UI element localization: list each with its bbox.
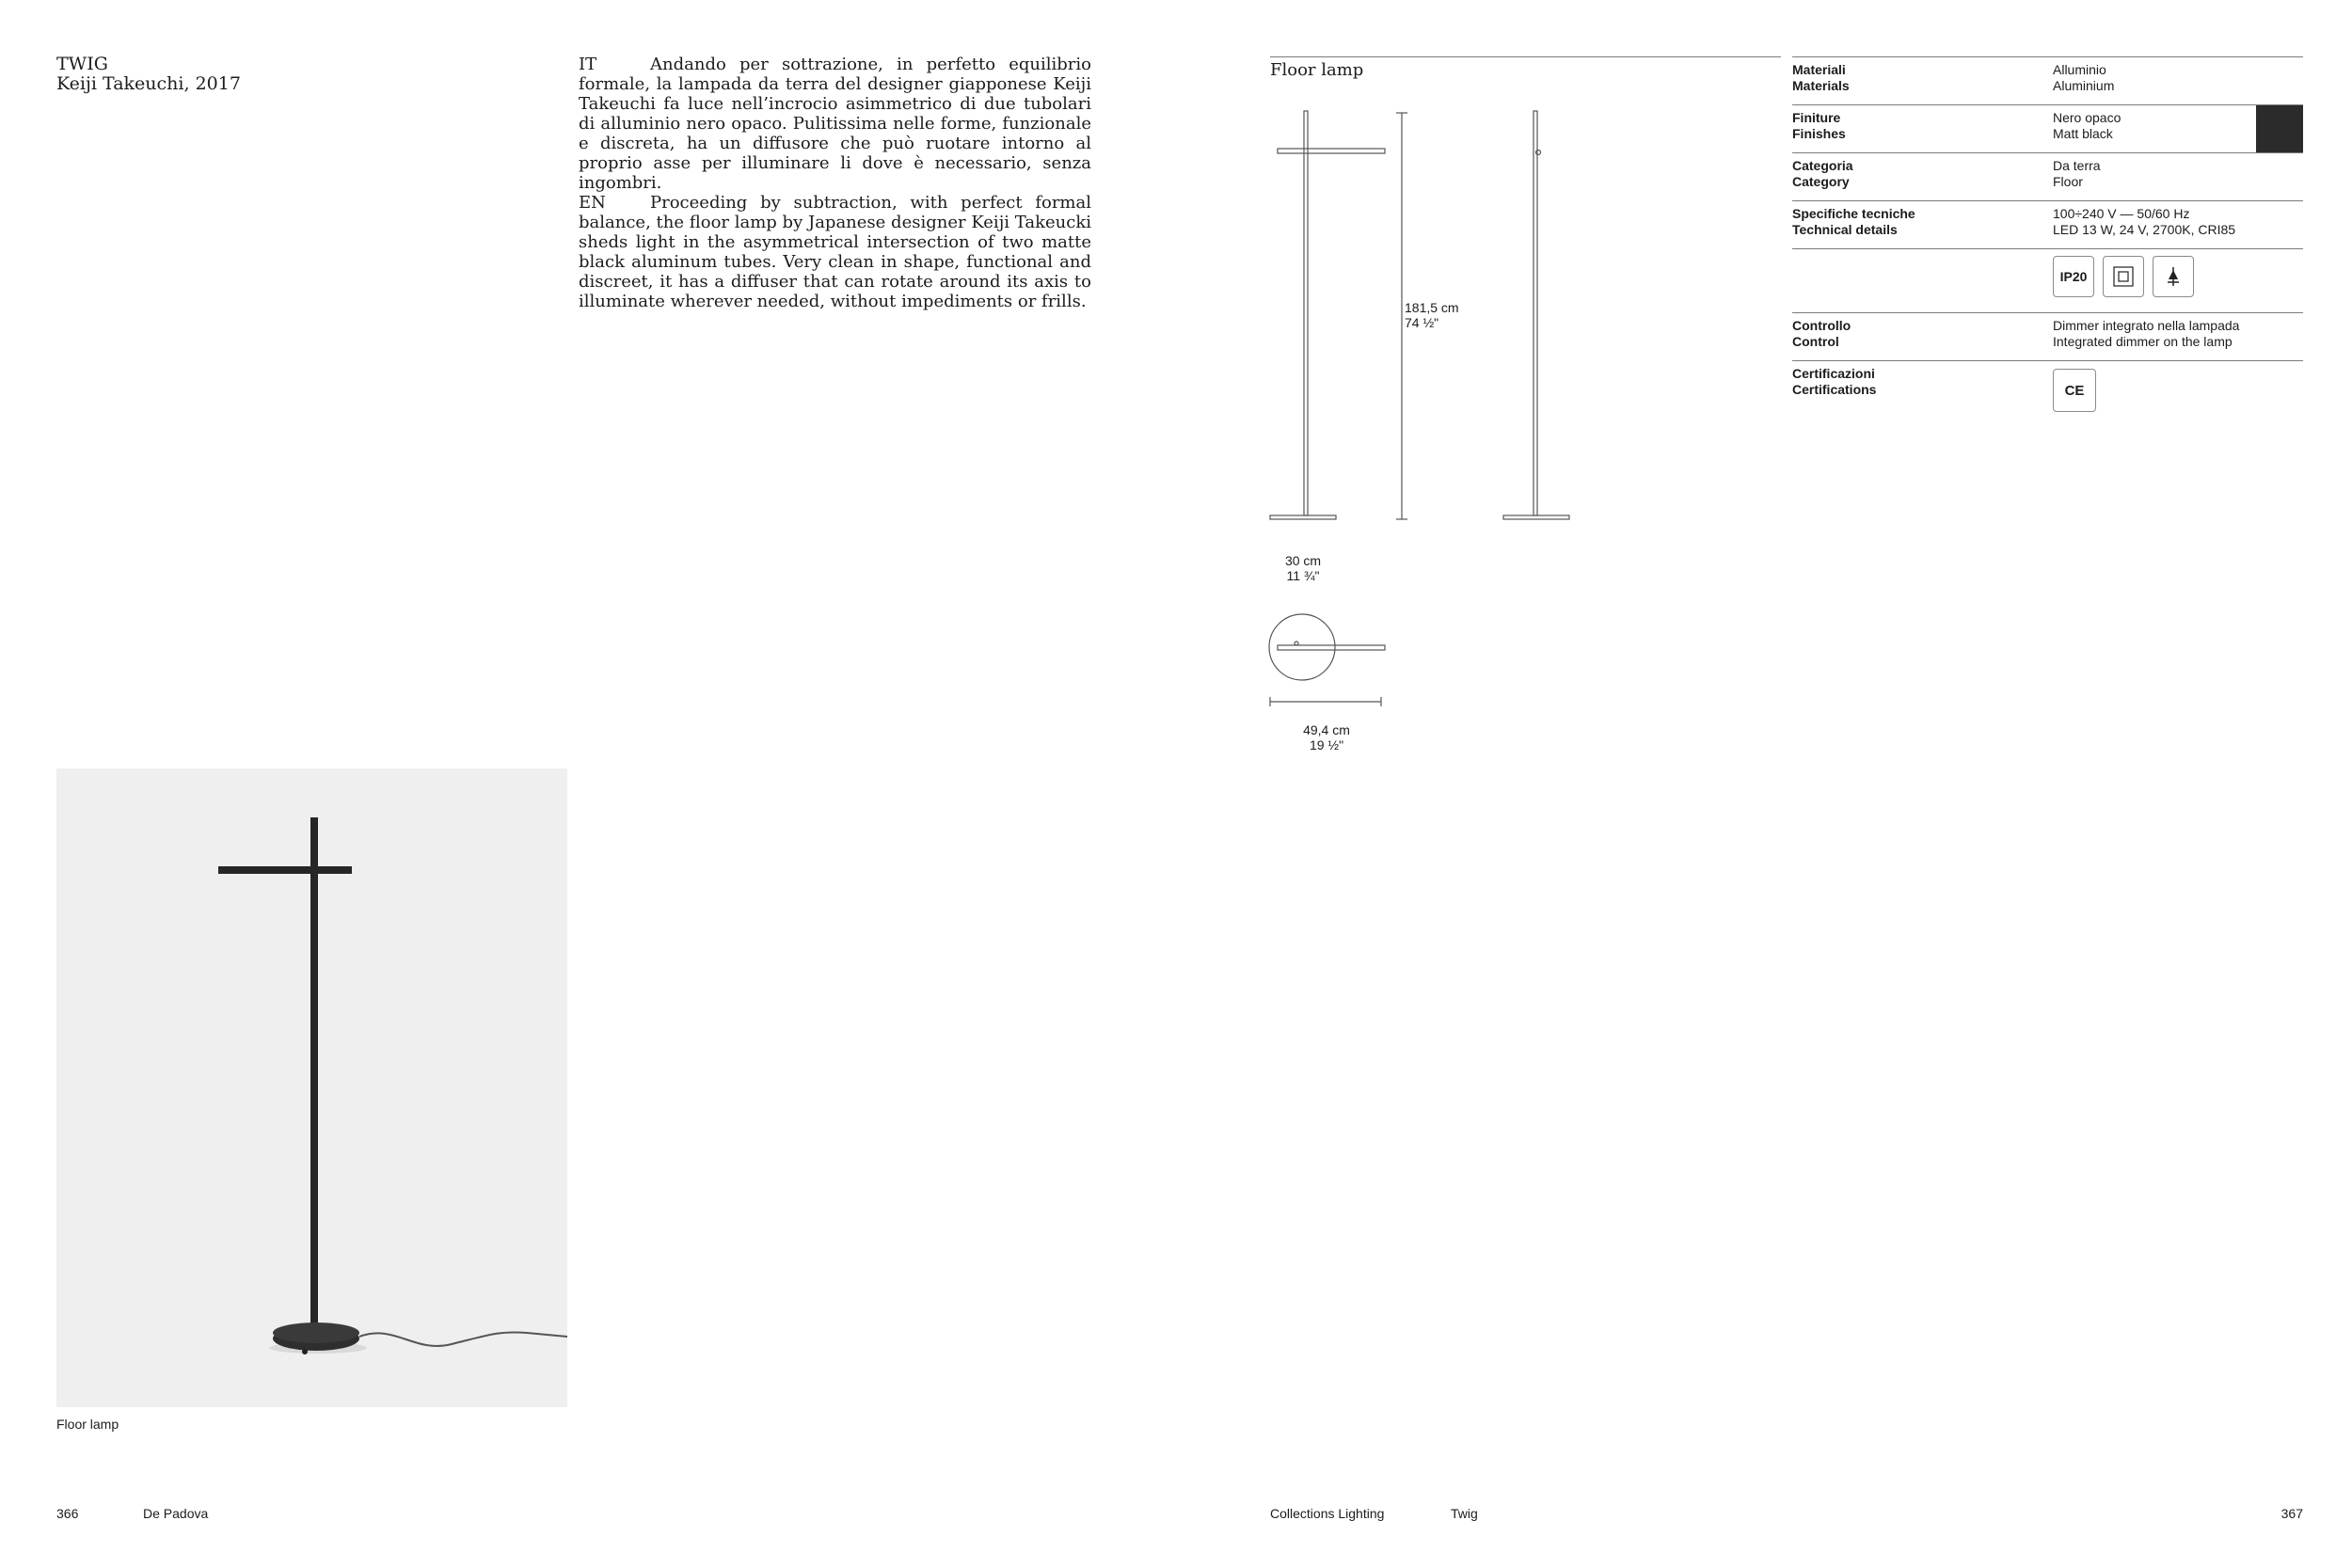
category-value-it: Da terra (2053, 158, 2101, 173)
ce-mark-icon (2053, 369, 2096, 412)
product-photo (56, 768, 567, 1407)
product-name: TWIG (56, 54, 108, 74)
spec-value-finishes (2053, 110, 2121, 142)
product-title-block (56, 55, 241, 94)
spec-row-technical (1792, 200, 2303, 248)
designer-year: Keiji Takeuchi, 2017 (56, 73, 241, 94)
technical-drawing (1261, 103, 1581, 762)
category-label-en: Category (1792, 174, 1850, 189)
description-en-text: Proceeding by subtraction, with perfect formal balance, the floor lamp by Japanese designer Keiji Takeucki sheds light in the asymmetrical intersection of two matte black aluminum tubes. Very clean in shape, functional and discreet, it has a diffuser that can rotate around its axis to illuminate wherever needed, without impediments or frills. (579, 193, 1091, 311)
lang-label-en: EN (579, 193, 606, 213)
description-it (579, 55, 1091, 193)
materials-value-it: Alluminio (2053, 62, 2106, 77)
technical-label-en: Technical details (1792, 222, 1898, 237)
spec-label-certifications (1792, 366, 1876, 398)
ce-mark: CE (2064, 382, 2085, 399)
spec-row-icons (1792, 248, 2303, 312)
technical-value-2: LED 13 W, 24 V, 2700K, CRI85 (2053, 222, 2236, 237)
description-it-text: Andando per sottrazione, in perfetto equilibrio formale, la lampada da terra del designer giapponese Keiji Takeuchi fa luce nell’incrocio asimmetrico di due tubolari di alluminio nero opaco. Pulitissima nelle forme, funzionale e discreta, ha un diffusore che può ruotare intorno al proprio asse per illuminare li dove è necessario, senza ingombri. (579, 55, 1091, 193)
spec-row-control (1792, 312, 2303, 360)
spec-value-control (2053, 318, 2239, 350)
finishes-value-en: Matt black (2053, 126, 2113, 141)
footer-brand: De Padova (143, 1506, 209, 1521)
lang-label-it: IT (579, 55, 597, 74)
finish-color-swatch (2256, 105, 2303, 152)
spec-value-materials (2053, 62, 2114, 94)
spec-value-technical (2053, 206, 2235, 238)
floor-lamp-photo (56, 768, 567, 1407)
class-ii-icon (2103, 256, 2144, 297)
ip20-icon (2053, 256, 2094, 297)
spec-row-certifications (1792, 360, 2303, 420)
width-in: 19 ½" (1309, 737, 1344, 752)
spec-table (1792, 56, 2303, 420)
width-dimension (1289, 722, 1364, 752)
description-en (579, 193, 1091, 311)
spec-label-finishes (1792, 110, 1846, 142)
spec-row-finishes (1792, 104, 2303, 152)
spec-label-technical (1792, 206, 1915, 238)
spec-label-materials (1792, 62, 1850, 94)
dimmable-icon (2153, 256, 2194, 297)
technical-label-it: Specifiche tecniche (1792, 206, 1915, 221)
materials-label-en: Materials (1792, 78, 1850, 93)
photo-caption: Floor lamp (56, 1417, 119, 1432)
footer-product: Twig (1451, 1506, 1478, 1521)
footer-section: Collections Lighting (1270, 1506, 1385, 1521)
base-in: 11 ¾" (1286, 568, 1320, 583)
drawing-top-rule (1270, 56, 1781, 57)
spec-row-category (1792, 152, 2303, 200)
materials-label-it: Materiali (1792, 62, 1846, 77)
height-dimension (1405, 300, 1459, 330)
category-label-it: Categoria (1792, 158, 1853, 173)
spec-value-category (2053, 158, 2101, 190)
certifications-label-it: Certificazioni (1792, 366, 1875, 381)
materials-value-en: Aluminium (2053, 78, 2115, 93)
technical-value-1: 100÷240 V — 50/60 Hz (2053, 206, 2190, 221)
control-label-en: Control (1792, 334, 1839, 349)
spec-label-category (1792, 158, 1853, 190)
base-dimension (1270, 553, 1336, 583)
finishes-value-it: Nero opaco (2053, 110, 2122, 125)
finishes-label-en: Finishes (1792, 126, 1846, 141)
ip-rating: IP20 (2059, 268, 2088, 284)
spec-row-materials (1792, 56, 2303, 104)
page-number-right: 367 (2280, 1506, 2303, 1521)
width-cm: 49,4 cm (1303, 722, 1350, 737)
height-in: 74 ½" (1405, 315, 1439, 330)
certifications-label-en: Certifications (1792, 382, 1877, 397)
category-value-en: Floor (2053, 174, 2083, 189)
page-number-left: 366 (56, 1506, 79, 1521)
finishes-label-it: Finiture (1792, 110, 1841, 125)
height-cm: 181,5 cm (1405, 300, 1459, 315)
spec-label-control (1792, 318, 1851, 350)
control-value-en: Integrated dimmer on the lamp (2053, 334, 2233, 349)
control-value-it: Dimmer integrato nella lampada (2053, 318, 2240, 333)
control-label-it: Controllo (1792, 318, 1851, 333)
base-cm: 30 cm (1284, 553, 1322, 568)
drawing-title: Floor lamp (1270, 60, 1364, 80)
